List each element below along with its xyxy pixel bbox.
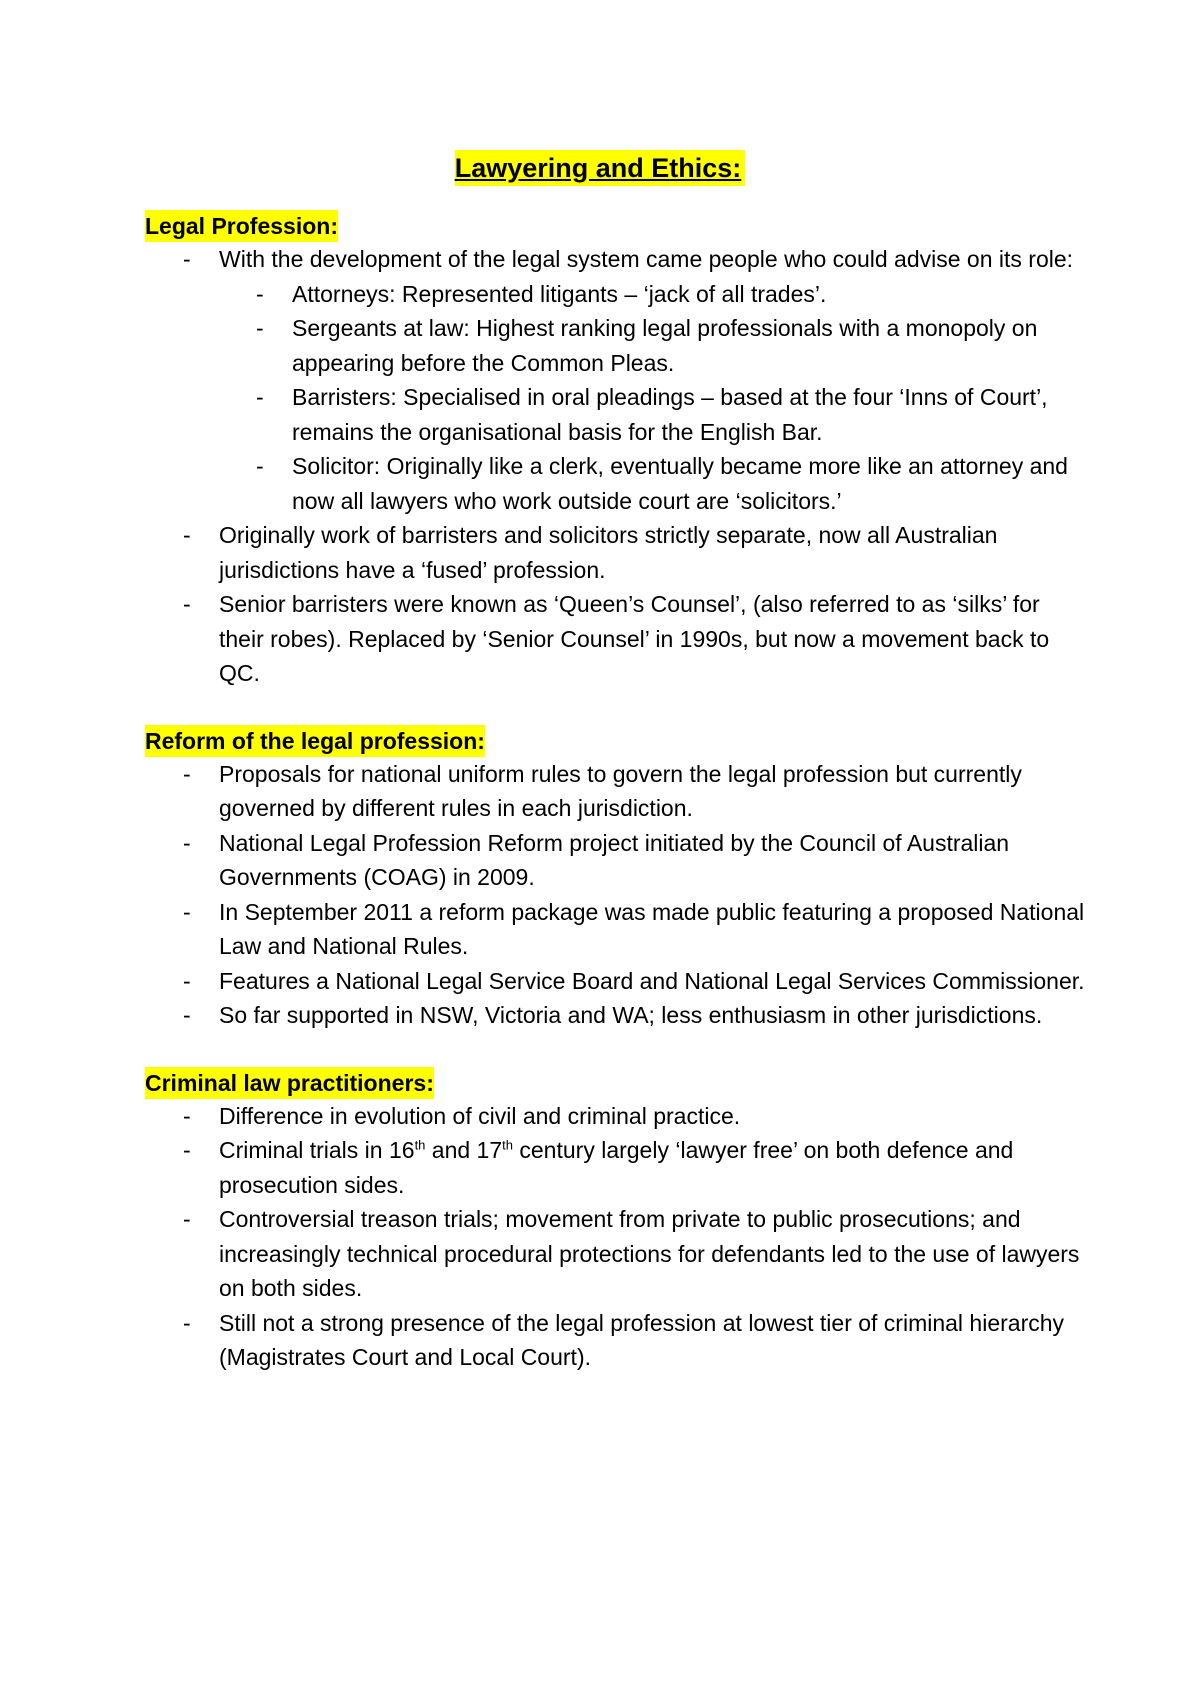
text-part: Criminal trials in 16 bbox=[219, 1137, 415, 1163]
list-item: - National Legal Profession Reform project initiated by the Council of Australian Governments (COAG) in 2009. bbox=[145, 826, 1085, 895]
document-page bbox=[145, 150, 1085, 1409]
section-criminal-law bbox=[145, 1067, 1085, 1375]
list-item-criminal-trials bbox=[145, 1133, 1085, 1202]
list-item: - Difference in evolution of civil and criminal practice. bbox=[145, 1099, 1085, 1134]
sub-list-item: - Barristers: Specialised in oral pleadings – based at the four ‘Inns of Court’, remains the organisational basis for the English Bar. bbox=[219, 380, 1085, 449]
list-item-text: With the development of the legal system came people who could advise on its role: bbox=[219, 246, 1074, 272]
text-part: and 17 bbox=[425, 1137, 503, 1163]
bullet-list bbox=[145, 242, 1085, 691]
document-title: Lawyering and Ethics: bbox=[455, 150, 746, 186]
list-item: - Originally work of barristers and solicitors strictly separate, now all Australian jurisdictions have a ‘fused’ profession. bbox=[145, 518, 1085, 587]
list-item: - Still not a strong presence of the legal profession at lowest tier of criminal hierarchy (Magistrates Court and Local Court). bbox=[145, 1306, 1085, 1375]
list-item bbox=[145, 242, 1085, 518]
section-heading: Reform of the legal profession: bbox=[145, 725, 485, 757]
list-item: - Controversial treason trials; movement from private to public prosecutions; and increasingly technical procedural protections for defendants led to the use of lawyers on both sides. bbox=[145, 1202, 1085, 1306]
superscript: th bbox=[414, 1137, 426, 1153]
list-item: - Senior barristers were known as ‘Queen’s Counsel’, (also referred to as ‘silks’ for their robes). Replaced by ‘Senior Counsel’ in 1990s, but now a movement back to QC. bbox=[145, 587, 1085, 691]
section-heading: Legal Profession: bbox=[145, 210, 338, 242]
list-item: - In September 2011 a reform package was made public featuring a proposed National Law and National Rules. bbox=[145, 895, 1085, 964]
title-wrap bbox=[145, 150, 1055, 186]
text-part: century largely ‘lawyer free’ on both defence and prosecution sides. bbox=[219, 1137, 1014, 1198]
list-item: - Features a National Legal Service Board and National Legal Services Commissioner. bbox=[145, 964, 1085, 999]
section-reform bbox=[145, 725, 1085, 1033]
superscript: th bbox=[502, 1137, 513, 1153]
sub-bullet-list bbox=[219, 277, 1085, 519]
bullet-list bbox=[145, 1099, 1085, 1375]
list-item: - Proposals for national uniform rules to govern the legal profession but currently governed by different rules in each jurisdiction. bbox=[145, 757, 1085, 826]
list-item: - So far supported in NSW, Victoria and WA; less enthusiasm in other jurisdictions. bbox=[145, 998, 1085, 1033]
sub-list-item: - Attorneys: Represented litigants – ‘jack of all trades’. bbox=[219, 277, 1085, 312]
sub-list-item: - Sergeants at law: Highest ranking legal professionals with a monopoly on appearing before the Common Pleas. bbox=[219, 311, 1085, 380]
section-heading: Criminal law practitioners: bbox=[145, 1067, 434, 1099]
section-legal-profession bbox=[145, 210, 1085, 691]
sub-list-item: - Solicitor: Originally like a clerk, eventually became more like an attorney and now all lawyers who work outside court are ‘solicitors.’ bbox=[219, 449, 1085, 518]
bullet-list bbox=[145, 757, 1085, 1033]
